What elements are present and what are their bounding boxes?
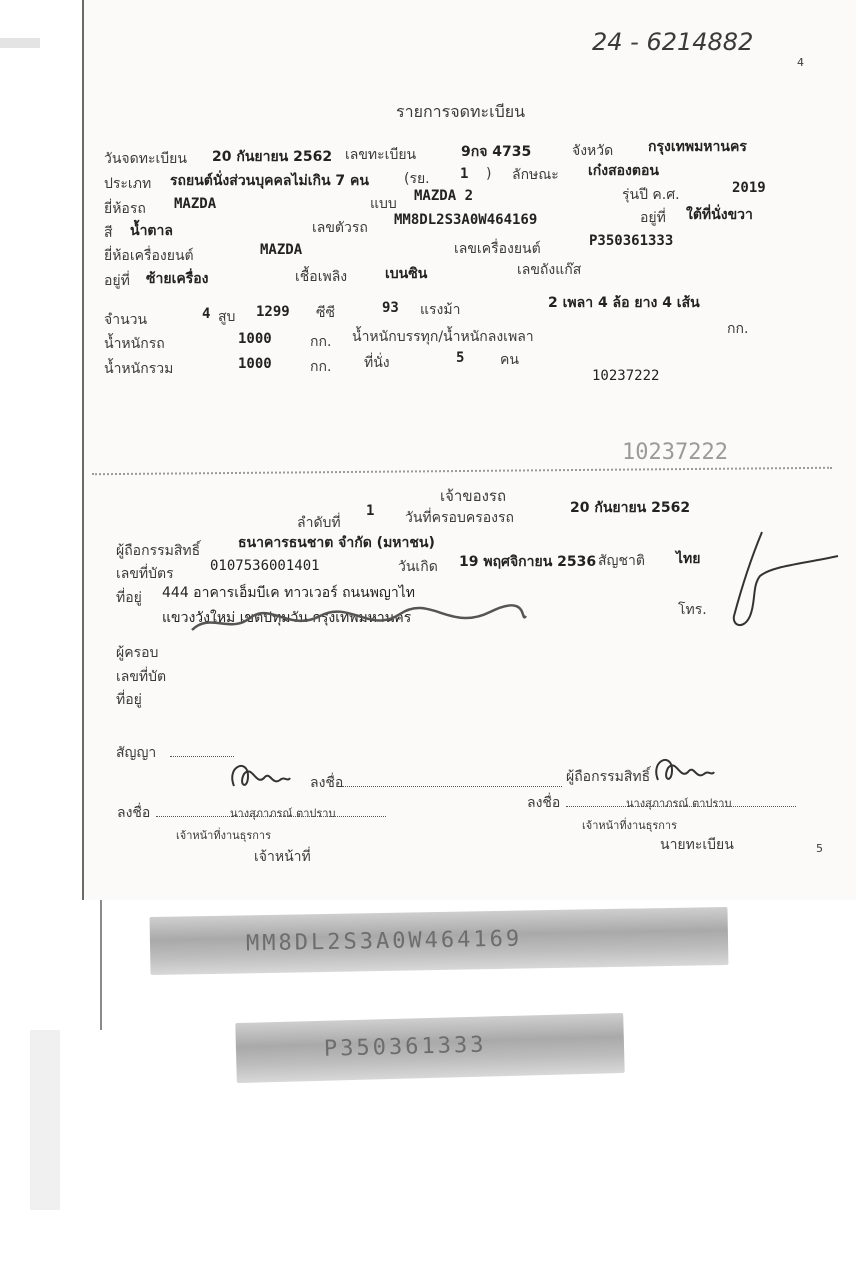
chassis-location-label: อยู่ที่ xyxy=(640,210,666,226)
left-signature xyxy=(224,756,294,796)
engine-no-label: เลขเครื่องยนต์ xyxy=(454,241,541,257)
count-label: จำนวน xyxy=(104,312,148,328)
possession-label: วันที่ครอบครองรถ xyxy=(405,510,514,526)
possession-date: 20 กันยายน 2562 xyxy=(570,500,691,516)
total-weight-value: 1000 xyxy=(238,356,272,372)
engine-rubbing-text: P350361333 xyxy=(323,1032,487,1062)
chassis-rubbing xyxy=(150,907,729,975)
registration-document xyxy=(82,0,856,900)
document-title: รายการจดทะเบียน xyxy=(396,102,526,121)
engine-rubbing xyxy=(235,1013,624,1083)
reg-date-label: วันจดทะเบียน xyxy=(104,151,187,167)
registration-code: 10237222 xyxy=(592,368,660,384)
handwritten-number: 24 - 6214882 xyxy=(592,28,754,56)
address-line2: แขวงวังใหม่ เขตปทุมวัน กรุงเทพมหานคร xyxy=(162,610,412,626)
engine-location-value: ซ้ายเครื่อง xyxy=(146,271,209,287)
faint-code: 10237222 xyxy=(622,440,728,465)
page-number-bottom: 5 xyxy=(816,842,823,855)
address-line1: 444 อาคารเอ็มบีเค ทาวเวอร์ ถนนพญาไท xyxy=(162,585,415,601)
holder-value: ธนาคารธนชาต จำกัด (มหาชน) xyxy=(238,535,435,551)
cc-value: 1299 xyxy=(256,304,290,320)
province-value: กรุงเทพมหานคร xyxy=(648,139,747,155)
lower-page-edge xyxy=(100,900,102,1030)
middle-dotted-line xyxy=(342,786,562,787)
left-officer-name: นางสุภาภรณ์ ตาปราบ xyxy=(230,807,336,820)
fuel-value: เบนซิน xyxy=(385,266,428,282)
ry-label: (รย. xyxy=(404,171,430,187)
cc-unit: ซีซี xyxy=(316,305,336,321)
model-label: แบบ xyxy=(370,196,397,212)
plate-label: เลขทะเบียน xyxy=(345,147,417,163)
load-unit: กก. xyxy=(727,321,749,337)
holder-role-label: ผู้ถือกรรมสิทธิ์ xyxy=(566,769,651,785)
style-value: เก๋งสองตอน xyxy=(588,163,659,179)
tel-label: โทร. xyxy=(678,602,707,618)
order-value: 1 xyxy=(366,503,375,519)
year-value: 2019 xyxy=(732,180,766,196)
handwritten-scribble xyxy=(190,604,530,638)
total-weight-label: น้ำหนักรวม xyxy=(104,361,174,377)
ry-close: ) xyxy=(486,166,492,182)
right-officer-name: นางสุภาภรณ์ ตาปราบ xyxy=(626,797,732,810)
seats-unit: คน xyxy=(500,352,519,368)
chassis-value: MM8DL2S3A0W464169 xyxy=(394,212,538,228)
model-value: MAZDA 2 xyxy=(414,188,474,204)
page-number: 4 xyxy=(797,56,804,69)
style-label: ลักษณะ xyxy=(512,167,559,183)
holder-label: ผู้ถือกรรมสิทธิ์ xyxy=(116,543,201,559)
right-role: นายทะเบียน xyxy=(660,837,734,853)
birth-label: วันเกิด xyxy=(398,559,438,575)
sign-label: สัญญา xyxy=(116,745,157,761)
load-label: น้ำหนักบรรทุก/น้ำหนักลงเพลา xyxy=(352,329,534,345)
brand-value: MAZDA xyxy=(174,196,217,212)
address2-label: ที่อยู่ xyxy=(116,692,142,708)
id-value: 0107536001401 xyxy=(210,558,320,574)
type-value: รถยนต์นั่งส่วนบุคคลไม่เกิน 7 คน xyxy=(170,173,369,189)
possessor-label: ผู้ครอบ xyxy=(116,645,159,661)
sign-name-label-middle: ลงชื่อ xyxy=(310,775,344,791)
hp-unit: แรงม้า xyxy=(420,302,461,318)
scan-artifact xyxy=(30,1030,60,1210)
sign-name-label-left: ลงชื่อ xyxy=(117,805,151,821)
color-label: สี xyxy=(104,225,113,241)
weight-unit: กก. xyxy=(310,334,332,350)
hp-value: 93 xyxy=(382,300,399,316)
nation-label: สัญชาติ xyxy=(598,553,645,569)
order-label: ลำดับที่ xyxy=(297,515,341,531)
nation-value: ไทย xyxy=(676,551,701,567)
engine-location-label: อยู่ที่ xyxy=(104,273,130,289)
right-officer-position: เจ้าหน้าที่งานธุรการ xyxy=(582,819,678,832)
id2-label: เลขที่บัต xyxy=(116,669,167,685)
fuel-label: เชื้อเพลิง xyxy=(295,269,348,285)
axle-value: 2 เพลา 4 ล้อ ยาง 4 เส้น xyxy=(548,295,700,311)
owner-title: เจ้าของรถ xyxy=(440,487,507,505)
weight-label: น้ำหนักรถ xyxy=(104,336,165,352)
cylinders-value: 4 xyxy=(202,306,211,322)
scan-artifact xyxy=(0,38,40,48)
cylinders-unit: สูบ xyxy=(218,309,236,325)
type-label: ประเภท xyxy=(104,176,152,192)
address-label: ที่อยู่ xyxy=(116,590,142,606)
sign-name-label-right: ลงชื่อ xyxy=(527,795,561,811)
id-label: เลขที่บัตร xyxy=(116,566,174,582)
engine-brand-label: ยี่ห้อเครื่องยนต์ xyxy=(104,248,194,264)
chassis-rubbing-text: MM8DL2S3A0W464169 xyxy=(245,926,523,957)
right-signature xyxy=(648,750,718,790)
weight-value: 1000 xyxy=(238,331,272,347)
left-officer-position: เจ้าหน้าที่งานธุรการ xyxy=(176,829,272,842)
province-label: จังหวัด xyxy=(572,143,614,159)
gas-tank-label: เลขถังแก๊ส xyxy=(517,262,582,278)
chassis-location-value: ใต้ที่นั่งขวา xyxy=(686,207,753,223)
year-label: รุ่นปี ค.ศ. xyxy=(622,187,680,203)
engine-brand-value: MAZDA xyxy=(260,242,303,258)
ry-value: 1 xyxy=(460,166,469,182)
chassis-label: เลขตัวรถ xyxy=(312,220,368,236)
total-weight-unit: กก. xyxy=(310,359,332,375)
birth-value: 19 พฤศจิกายน 2536 xyxy=(459,554,597,570)
seats-label: ที่นั่ง xyxy=(364,355,390,371)
reg-date-value: 20 กันยายน 2562 xyxy=(212,149,333,165)
signature-stroke xyxy=(722,526,842,636)
engine-no-value: P350361333 xyxy=(589,233,674,249)
brand-label: ยี่ห้อรถ xyxy=(104,201,146,217)
left-role: เจ้าหน้าที่ xyxy=(254,849,311,865)
plate-value: 9กจ 4735 xyxy=(461,144,532,160)
seats-value: 5 xyxy=(456,350,465,366)
color-value: น้ำตาล xyxy=(130,223,173,239)
